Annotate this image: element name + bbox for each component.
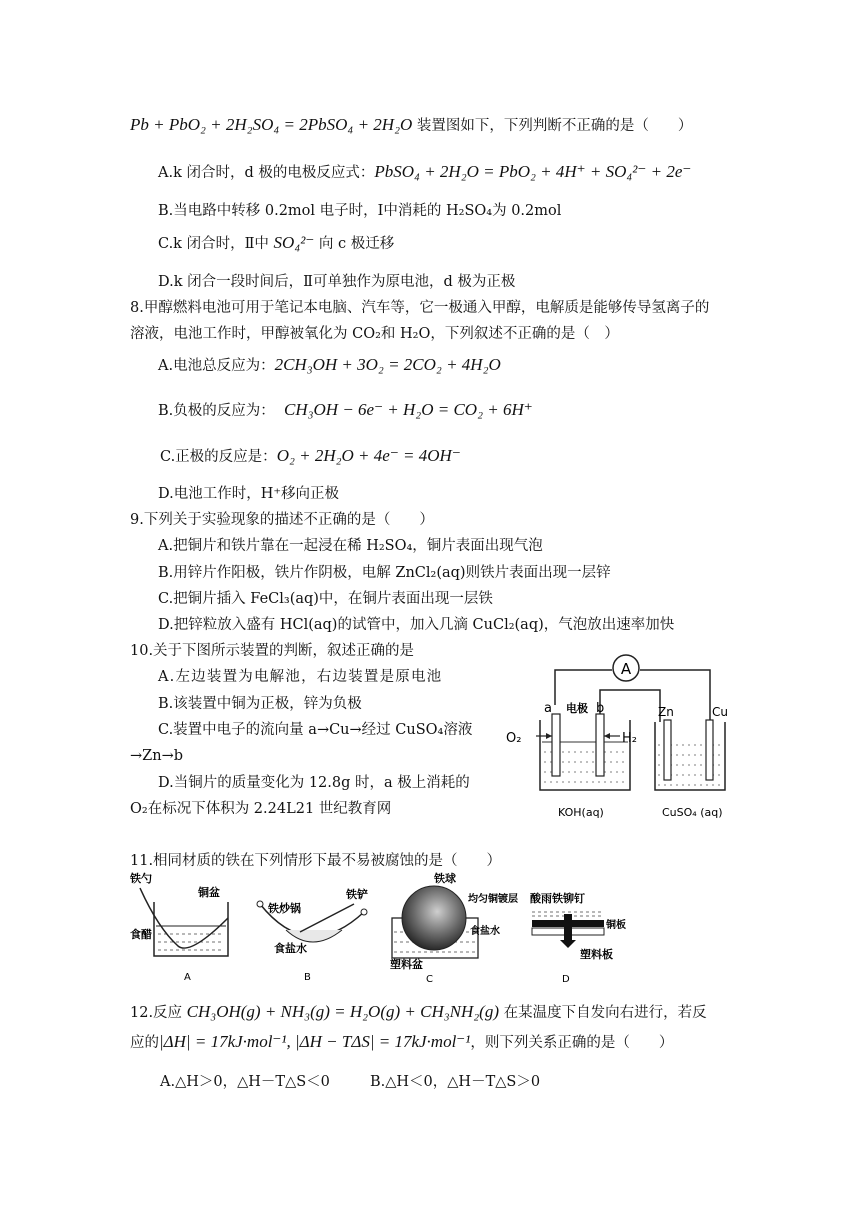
figure-b-label: B — [304, 972, 311, 983]
q11-stem: 11.相同材质的铁在下列情形下最不易被腐蚀的是（ ） — [130, 853, 502, 869]
electrode-a-label: a — [544, 701, 552, 716]
q8-option-a-equation: 2CH₃OH + 3O₂ = 2CO₂ + 4H₂O — [274, 355, 501, 374]
ammeter-label: A — [620, 660, 632, 678]
o2-label: O₂ — [506, 731, 522, 746]
plastic-plate-label: 塑料板 — [580, 948, 613, 961]
q8-option-c — [160, 446, 461, 467]
q7-option-c-text2: 向 c 极迁移 — [314, 236, 395, 252]
copper-electrode — [706, 720, 713, 780]
q7-option-c-text: C.k 闭合时，Ⅱ中 — [158, 236, 274, 252]
q10-option-c-line2: →Zn→b — [130, 748, 183, 764]
q12-line2 — [130, 1032, 673, 1053]
q7-option-a — [158, 162, 691, 183]
q12-reaction-equation: CH₃OH(g) + NH₃(g) = H₂O(g) + CH₃NH₂(g) — [186, 1002, 499, 1021]
electrode-b-label: b — [596, 701, 605, 716]
lead-acid-equation: Pb + PbO₂ + 2H₂SO₄ = 2PbSO₄ + 2H₂O — [130, 115, 413, 134]
iron-spoon-label: 铁勺 — [130, 872, 152, 885]
q11-figures — [128, 868, 628, 986]
q7-option-c — [158, 233, 394, 254]
q10-stem: 10.关于下图所示装置的判断，叙述正确的是 — [130, 643, 415, 659]
q10-option-d-line1: D.当铜片的质量变化为 12.8g 时，a 极上消耗的 — [158, 775, 470, 791]
q8-option-b-equation: CH₃OH − 6e⁻ + H₂O = CO₂ + 6H⁺ — [283, 400, 533, 419]
reaction-line — [130, 115, 692, 136]
figure-a-label: A — [184, 972, 191, 983]
q12-number: 12.反应 — [130, 1005, 187, 1021]
q7-option-a-equation: PbSO₄ + 2H₂O = PbO₂ + 4H⁺ + SO₄²⁻ + 2e⁻ — [374, 162, 692, 181]
q12-text1: 在某温度下自发向右进行，若反 — [499, 1005, 707, 1021]
copper-coating-label: 均匀铜镀层 — [468, 894, 518, 905]
sulfate-ion: SO₄²⁻ — [273, 233, 315, 252]
iron-ball-icon — [402, 886, 466, 950]
q8-option-b-text: B.负极的反应为： — [158, 403, 275, 419]
cuso4-label: CuSO₄ (aq) — [662, 806, 723, 819]
q8-option-c-text: C.正极的反应是： — [160, 449, 277, 465]
figure-c-label: C — [426, 974, 433, 985]
q8-stem-line1: 8.甲醇燃料电池可用于笔记本电脑、汽车等，它一极通入甲醇，电解质是能够传导氢离子的 — [130, 300, 710, 316]
figure-c — [390, 871, 518, 985]
electrode-label: 电极 — [566, 702, 588, 715]
koh-label: KOH(aq) — [558, 806, 604, 819]
q9-stem: 9.下列关于实验现象的描述不正确的是（ ） — [130, 512, 434, 528]
q12-option-b: B.△H＜0，△H－T△S＞0 — [370, 1074, 541, 1090]
figure-d-label: D — [562, 974, 570, 985]
salt-water-label-b: 食盐水 — [274, 942, 307, 955]
q10-option-b: B.该装置中铜为正极，锌为负极 — [158, 696, 362, 712]
q12-thermo-equation: |ΔH| = 17kJ·mol⁻¹, |ΔH − TΔS| = 17kJ·mol⁻¹ — [159, 1032, 471, 1051]
q9-option-a: A.把铜片和铁片靠在一起浸在稀 H₂SO₄，铜片表面出现气泡 — [158, 538, 543, 554]
cu-label: Cu — [712, 705, 728, 719]
zinc-electrode — [664, 720, 671, 780]
vinegar-label: 食醋 — [130, 928, 152, 941]
iron-rivet-label: 铁铆钉 — [552, 892, 585, 905]
iron-ball-label: 铁球 — [434, 872, 456, 885]
copper-plate-label: 铜板 — [606, 920, 626, 931]
figure-d — [530, 891, 626, 985]
iron-wok-label: 铁炒锅 — [268, 902, 301, 915]
q10-option-c-line1: C.装置中电子的流向量 a→Cu→经过 CuSO₄溶液 — [158, 722, 473, 738]
zn-label: Zn — [658, 705, 674, 719]
h2-label: H₂ — [622, 731, 637, 746]
plastic-basin-label: 塑料盆 — [390, 958, 423, 971]
q10-apparatus-figure — [500, 650, 750, 835]
figure-b — [257, 887, 368, 983]
q8-option-a — [158, 355, 501, 376]
q8-option-d: D.电池工作时，H⁺移向正极 — [158, 486, 340, 502]
q9-option-c: C.把铜片插入 FeCl₃(aq)中，在铜片表面出现一层铁 — [158, 591, 493, 607]
q8-option-c-equation: O₂ + 2H₂O + 4e⁻ = 4OH⁻ — [276, 446, 461, 465]
salt-water-label-c: 食盐水 — [470, 926, 500, 937]
q7-option-a-text: A.k 闭合时，d 极的电极反应式： — [158, 165, 375, 181]
q10-option-d-line2: O₂在标况下体积为 2.24L21 世纪教育网 — [130, 801, 392, 817]
q12-option-a: A.△H＞0，△H－T△S＜0 — [160, 1074, 330, 1090]
q7-option-d: D.k 闭合一段时间后，Ⅱ可单独作为原电池，d 极为正极 — [158, 274, 516, 290]
q9-option-b: B.用锌片作阳极，铁片作阴极，电解 ZnCl₂(aq)则铁片表面出现一层锌 — [158, 565, 611, 581]
q9-option-d: D.把锌粒放入盛有 HCl(aq)的试管中，加入几滴 CuCl₂(aq)，气泡放出速率加快 — [158, 617, 675, 633]
rivet-icon — [564, 914, 572, 940]
q8-option-a-text: A.电池总反应为： — [158, 358, 275, 374]
q7-option-b: B.当电路中转移 0.2mol 电子时，Ⅰ中消耗的 H₂SO₄为 0.2mol — [158, 203, 562, 219]
q8-stem-line2: 溶液，电池工作时，甲醇被氧化为 CO₂和 H₂O，下列叙述不正确的是（ ） — [130, 326, 619, 342]
q10-option-a: A.左边装置为电解池，右边装置是原电池 — [158, 669, 443, 685]
question-stem-text: 装置图如下，下列判断不正确的是（ ） — [412, 118, 693, 134]
q12-text2a: 应的 — [130, 1035, 159, 1051]
acid-rain-label: 酸雨 — [530, 892, 552, 905]
q12-line1 — [130, 1002, 707, 1023]
q8-option-b — [158, 400, 533, 421]
iron-shovel-label: 铁铲 — [346, 888, 368, 901]
q12-text2b: ，则下列关系正确的是（ ） — [470, 1035, 674, 1051]
copper-basin-label: 铜盆 — [198, 886, 220, 899]
figure-a — [129, 871, 228, 983]
